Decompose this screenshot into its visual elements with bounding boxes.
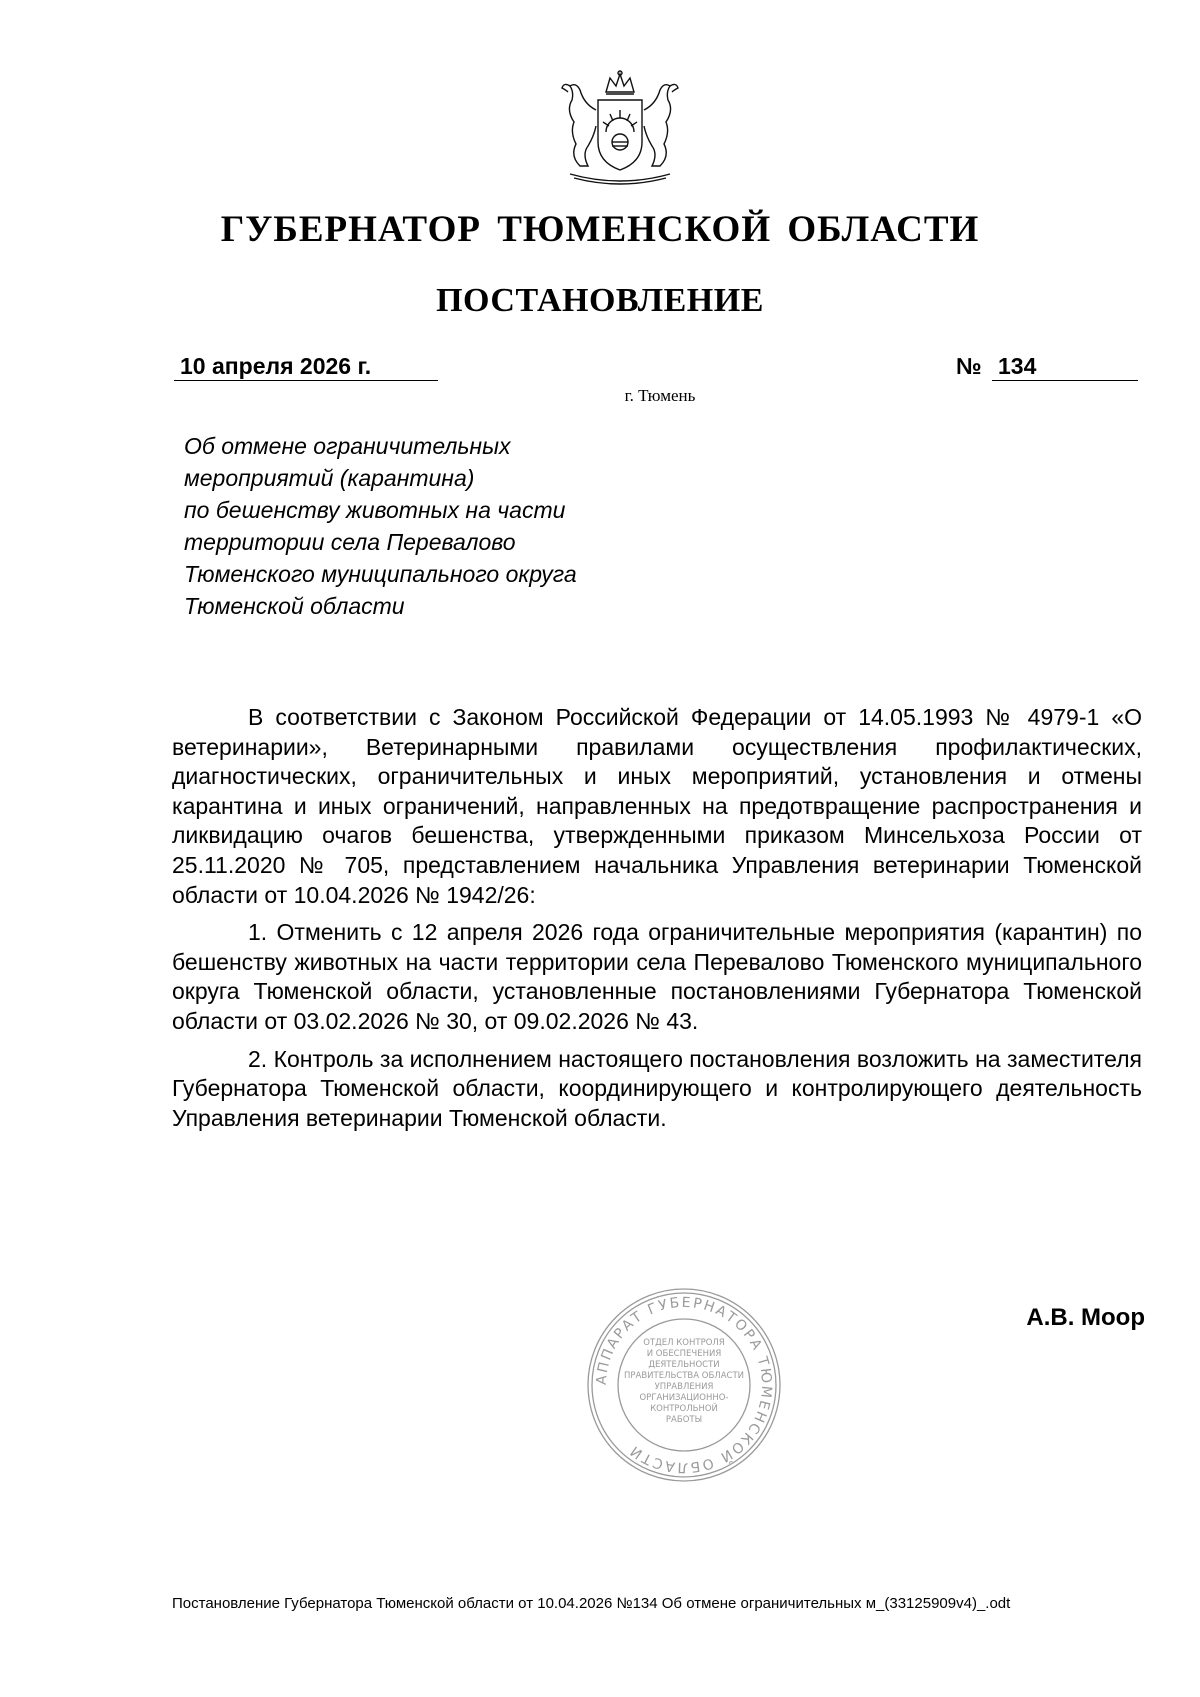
file-footer: Постановление Губернатора Тюменской области от 10.04.2026 №134 Об отмене ограничительных м_(33125909v4)_.odt bbox=[172, 1595, 1011, 1612]
subject-line: мероприятий (карантина) bbox=[184, 465, 475, 491]
body-paragraph: 1. Отменить с 12 апреля 2026 года ограничительные мероприятия (карантин) по бешенству животных на части территории села Перевалово Тюменского муниципального округа Тюменской области, установленные постановлениями Губернатора Тюменской области от 03.02.2026 № 30, от 09.02.2026 № 43. bbox=[172, 919, 1142, 1034]
subject-line: Тюменского муниципального округа bbox=[184, 561, 577, 587]
signature-name: А.В. Моор bbox=[1026, 1304, 1145, 1331]
document-date: 10 апреля 2026 г. bbox=[174, 352, 438, 381]
subject-line: Тюменской области bbox=[184, 593, 405, 619]
number-sign: № bbox=[956, 353, 982, 379]
official-stamp bbox=[584, 1285, 784, 1485]
document-number bbox=[956, 352, 1136, 380]
stamp-inner-line: УПРАВЛЕНИЯ bbox=[654, 1382, 714, 1392]
stamp-outer-text: АППАРАТ ГУБЕРНАТОРА ТЮМЕНСКОЙ ОБЛАСТИ bbox=[593, 1294, 775, 1476]
subject-line: территории села Перевалово bbox=[184, 529, 516, 555]
document-subject bbox=[184, 430, 704, 622]
stamp-inner-line: И ОБЕСПЕЧЕНИЯ bbox=[646, 1349, 722, 1359]
subject-line: Об отмене ограничительных bbox=[184, 433, 511, 459]
coat-of-arms-icon bbox=[540, 70, 700, 190]
stamp-inner-line: ПРАВИТЕЛЬСТВА ОБЛАСТИ bbox=[624, 1371, 744, 1381]
document-type-title: ПОСТАНОВЛЕНИЕ bbox=[436, 282, 764, 319]
stamp-inner-line: ОТДЕЛ КОНТРОЛЯ bbox=[643, 1338, 725, 1348]
stamp-inner-line: КОНТРОЛЬНОЙ bbox=[650, 1404, 718, 1414]
stamp-inner-line: ОРГАНИЗАЦИОННО- bbox=[639, 1393, 729, 1403]
body-paragraph: В соответствии с Законом Российской Федерации от 14.05.1993 № 4979-1 «О ветеринарии», Ветеринарными правилами осуществления профилактических, диагностических, ограничительных и иных мероприятий, установления и отмены карантина и иных ограничений, направленных на предотвращение распространения и ликвидацию очагов бешенства, утвержденными приказом Минсельхоза России от 25.11.2020 № 705, представлением начальника Управления ветеринарии Тюменской области от 10.04.2026 № 1942/26: bbox=[172, 704, 1142, 908]
stamp-inner-line: РАБОТЫ bbox=[665, 1415, 703, 1425]
stamp-inner-line: ДЕЯТЕЛЬНОСТИ bbox=[648, 1360, 720, 1370]
number-value: 134 bbox=[992, 352, 1138, 381]
authority-title: ГУБЕРНАТОР ТЮМЕНСКОЙ ОБЛАСТИ bbox=[220, 209, 980, 250]
body-paragraph: 2. Контроль за исполнением настоящего постановления возложить на заместителя Губернатора Тюменской области, координирующего и контролирующего деятельность Управления ветеринарии Тюменской области. bbox=[172, 1045, 1142, 1131]
city-label: г. Тюмень bbox=[624, 386, 696, 405]
subject-line: по бешенству животных на части bbox=[184, 497, 566, 523]
document-body bbox=[172, 703, 1142, 1133]
